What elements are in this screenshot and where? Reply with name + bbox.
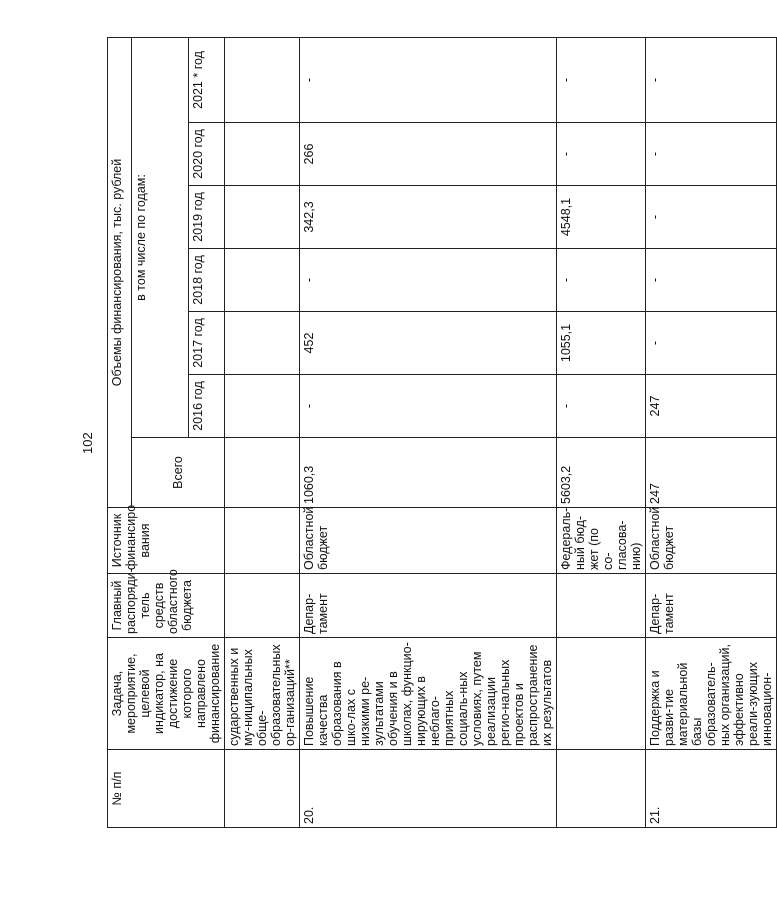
cell-2020: - (557, 123, 646, 186)
table-row (646, 37, 777, 827)
cell-source: Областной бюджет (646, 508, 777, 574)
header-by-years: в том числе по годам: (132, 37, 189, 437)
cell-total: 247 (646, 438, 777, 508)
header-2021: 2021 * год (189, 37, 225, 122)
header-2019: 2019 год (189, 186, 225, 249)
header-row-1 (108, 37, 132, 827)
cell-2018: - (557, 249, 646, 312)
cell-admin: Депар-тамент (646, 574, 777, 638)
cell-total: 1060,3 (300, 438, 557, 508)
cell-2016: - (300, 375, 557, 438)
cell-num (225, 750, 300, 828)
cell-2019: 4548,1 (557, 186, 646, 249)
cell-2017: 1055,1 (557, 312, 646, 375)
cell-2019: - (646, 186, 777, 249)
cell-2017: - (646, 312, 777, 375)
cell-total (225, 438, 300, 508)
cell-task: Повышение качества образования в шко-лах с низкими ре-зультатами обучения и в школах, функцио-нирующих в неблаго-приятных социаль-ных условиях, путем реализации регио-нальных проектов и распространение их результатов (300, 638, 557, 750)
cell-2017: 452 (300, 312, 557, 375)
table-wrapper (107, 51, 774, 828)
header-admin: Главный распоряди-тель средств областного бюджета (108, 574, 225, 638)
cell-task (557, 638, 646, 750)
table-row (225, 37, 300, 827)
financing-table (107, 37, 777, 828)
cell-2017 (225, 312, 300, 375)
cell-2020: 266 (300, 123, 557, 186)
cell-source (225, 508, 300, 574)
cell-num: 20. (300, 750, 557, 828)
cell-2021: - (646, 37, 777, 122)
header-num: № п/п (108, 750, 225, 828)
header-2016: 2016 год (189, 375, 225, 438)
header-2020: 2020 год (189, 123, 225, 186)
cell-2019 (225, 186, 300, 249)
page-number: 102 (80, 432, 95, 454)
header-2017: 2017 год (189, 312, 225, 375)
cell-2018: - (300, 249, 557, 312)
cell-task: Поддержка и разви-тие материальной базы образователь-ных организаций, эффективно реали-зующих инновацион- (646, 638, 777, 750)
cell-2016: - (557, 375, 646, 438)
cell-2021: - (557, 37, 646, 122)
cell-num (557, 750, 646, 828)
cell-num: 21. (646, 750, 777, 828)
header-source: Источник финансиро-вания (108, 508, 225, 574)
cell-source: Областной бюджет (300, 508, 557, 574)
table-row (300, 37, 557, 827)
table-row (557, 37, 646, 827)
cell-2016: 247 (646, 375, 777, 438)
cell-2021: - (300, 37, 557, 122)
header-2018: 2018 год (189, 249, 225, 312)
header-volumes: Объемы финансирования, тыс. рублей (108, 37, 132, 507)
cell-admin: Депар-тамент (300, 574, 557, 638)
cell-2016 (225, 375, 300, 438)
cell-2021 (225, 37, 300, 122)
cell-admin (225, 574, 300, 638)
cell-2018: - (646, 249, 777, 312)
cell-2020: - (646, 123, 777, 186)
header-task: Задача, мероприятие, целевой индикатор, на достижение которого направлено финансирование (108, 638, 225, 750)
rotated-table-area (107, 51, 774, 828)
header-total: Всего (132, 438, 225, 508)
cell-source: Федераль-ный бюд-жет (по со-гласова-нию) (557, 508, 646, 574)
cell-2019: 342,3 (300, 186, 557, 249)
cell-admin (557, 574, 646, 638)
cell-total: 5603,2 (557, 438, 646, 508)
cell-2020 (225, 123, 300, 186)
cell-2018 (225, 249, 300, 312)
cell-task: сударственных и му-ниципальных обще-образовательных ор-ганизаций** (225, 638, 300, 750)
